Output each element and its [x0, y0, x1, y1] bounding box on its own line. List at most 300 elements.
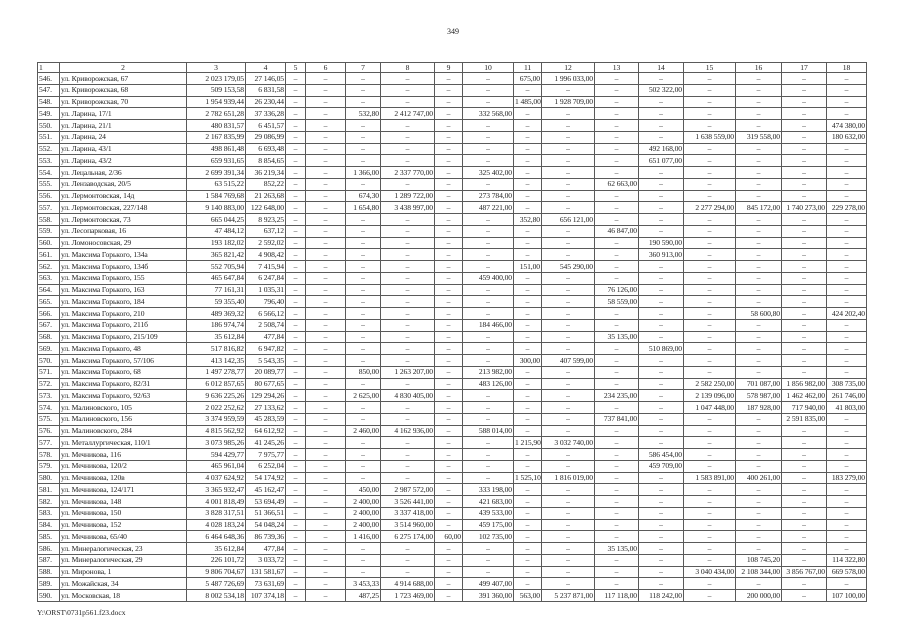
amount-cell-col-4: 37 336,28 — [246, 108, 286, 120]
amount-cell-col-14: 360 913,00 — [639, 249, 684, 261]
table-row — [38, 261, 867, 273]
amount-cell-col-12: – — [542, 519, 595, 531]
amount-cell-col-4: 637,12 — [246, 225, 286, 237]
amount-cell-col-9: – — [435, 108, 463, 120]
amount-cell-col-7: – — [346, 214, 381, 226]
amount-cell-col-4: 80 677,65 — [246, 378, 286, 390]
address-cell: ул. Максима Горького, 211б — [60, 319, 187, 331]
amount-cell-col-18: – — [827, 296, 867, 308]
amount-cell-col-17: – — [782, 590, 827, 602]
amount-cell-col-6: – — [306, 155, 346, 167]
amount-cell-col-14: 190 590,00 — [639, 237, 684, 249]
amount-cell-col-9: – — [435, 449, 463, 461]
address-cell: ул. Криворожская, 68 — [60, 84, 187, 96]
column-header-11: 11 — [514, 63, 542, 73]
amount-cell-col-3: 4 001 818,49 — [187, 496, 246, 508]
amount-cell-col-3: 365 821,42 — [187, 249, 246, 261]
table-row — [38, 73, 867, 85]
amount-cell-col-15: – — [684, 319, 736, 331]
amount-cell-col-17: 717 940,00 — [782, 402, 827, 414]
amount-cell-col-3: 659 931,65 — [187, 155, 246, 167]
amount-cell-col-9: – — [435, 84, 463, 96]
amount-cell-col-15: – — [684, 331, 736, 343]
amount-cell-col-16: – — [736, 460, 782, 472]
amount-cell-col-17: – — [782, 578, 827, 590]
amount-cell-col-10: – — [463, 449, 514, 461]
amount-cell-col-15: – — [684, 178, 736, 190]
amount-cell-col-3: 35 612,84 — [187, 331, 246, 343]
amount-cell-col-11: – — [514, 202, 542, 214]
column-header-16: 16 — [736, 63, 782, 73]
amount-cell-col-12: – — [542, 484, 595, 496]
amount-cell-col-18: – — [827, 496, 867, 508]
table-row — [38, 131, 867, 143]
amount-cell-col-11: – — [514, 366, 542, 378]
amount-cell-col-10: 439 533,00 — [463, 507, 514, 519]
amount-cell-col-13: – — [595, 108, 639, 120]
row-number-cell: 577. — [38, 437, 60, 449]
row-number-cell: 559. — [38, 225, 60, 237]
amount-cell-col-5: – — [286, 543, 306, 555]
amount-cell-col-16: – — [736, 272, 782, 284]
amount-cell-col-4: 7 415,94 — [246, 261, 286, 273]
amount-cell-col-14: – — [639, 120, 684, 132]
amount-cell-col-16: – — [736, 155, 782, 167]
amount-cell-col-3: 5 487 726,69 — [187, 578, 246, 590]
amount-cell-col-9: – — [435, 496, 463, 508]
address-cell: ул. Лермонтовская, 14д — [60, 190, 187, 202]
amount-cell-col-13: – — [595, 460, 639, 472]
amount-cell-col-8: 3 438 997,00 — [381, 202, 435, 214]
row-number-cell: 584. — [38, 519, 60, 531]
amount-cell-col-14: 510 869,00 — [639, 343, 684, 355]
table-row — [38, 531, 867, 543]
amount-cell-col-14: – — [639, 308, 684, 320]
amount-cell-col-8: – — [381, 296, 435, 308]
column-header-7: 7 — [346, 63, 381, 73]
amount-cell-col-3: 9 636 225,26 — [187, 390, 246, 402]
amount-cell-col-3: 59 355,40 — [187, 296, 246, 308]
amount-cell-col-7: – — [346, 131, 381, 143]
amount-cell-col-8: 4 830 405,00 — [381, 390, 435, 402]
amount-cell-col-4: 3 033,72 — [246, 554, 286, 566]
amount-cell-col-11: 1 525,10 — [515, 473, 541, 483]
amount-cell-col-12: – — [542, 449, 595, 461]
amount-cell-col-10: 332 568,00 — [463, 108, 514, 120]
amount-cell-col-18: – — [827, 143, 867, 155]
amount-cell-col-13: – — [595, 578, 639, 590]
amount-cell-col-6: – — [306, 355, 346, 367]
amount-cell-col-8: – — [381, 284, 435, 296]
amount-cell-col-14: – — [639, 284, 684, 296]
amount-cell-col-17: 1 740 273,00 — [782, 202, 827, 214]
amount-cell-col-18: 261 746,00 — [827, 390, 867, 402]
amount-cell-col-14: – — [639, 437, 684, 449]
amount-cell-col-4: 6 451,57 — [246, 120, 286, 132]
amount-cell-col-11: – — [514, 308, 542, 320]
amount-cell-col-6: – — [306, 96, 346, 108]
amount-cell-col-8: – — [381, 155, 435, 167]
amount-cell-col-3: 498 861,48 — [187, 143, 246, 155]
amount-cell-col-18: – — [827, 237, 867, 249]
amount-cell-col-16: – — [736, 496, 782, 508]
amount-cell-col-9: – — [435, 73, 463, 85]
address-cell: ул. Ларина, 43/1 — [60, 143, 187, 155]
amount-cell-col-16: – — [736, 343, 782, 355]
amount-cell-col-4: 796,40 — [246, 296, 286, 308]
amount-cell-col-8: – — [381, 237, 435, 249]
amount-cell-col-7: – — [346, 73, 381, 85]
amount-cell-col-12: – — [542, 167, 595, 179]
amount-cell-col-17: – — [782, 472, 827, 484]
table-row — [38, 460, 867, 472]
amount-cell-col-6: – — [306, 331, 346, 343]
amount-cell-col-16: – — [736, 84, 782, 96]
amount-cell-col-14: – — [639, 319, 684, 331]
amount-cell-col-11: 563,00 — [514, 590, 542, 602]
amount-cell-col-16: 845 172,00 — [736, 202, 782, 214]
amount-cell-col-8: – — [381, 261, 435, 273]
amount-cell-col-5: – — [286, 167, 306, 179]
row-number-cell: 570. — [38, 355, 60, 367]
amount-cell-col-12: 407 599,00 — [542, 355, 595, 367]
amount-cell-col-14: – — [639, 214, 684, 226]
amount-cell-col-12: 1 996 033,00 — [542, 73, 595, 85]
column-header-5: 5 — [286, 63, 306, 73]
amount-cell-col-15: – — [684, 519, 736, 531]
amount-cell-col-7: – — [346, 296, 381, 308]
amount-cell-col-13: – — [595, 402, 639, 414]
amount-cell-col-7: 532,80 — [346, 108, 381, 120]
address-cell: ул. Максима Горького, 210 — [60, 308, 187, 320]
amount-cell-col-6: – — [306, 214, 346, 226]
amount-cell-col-6: – — [306, 167, 346, 179]
amount-cell-col-18: 308 735,00 — [827, 378, 867, 390]
amount-cell-col-11: – — [514, 402, 542, 414]
amount-cell-col-18: – — [827, 284, 867, 296]
amount-cell-col-3: 4 028 183,24 — [187, 519, 246, 531]
amount-cell-col-12: – — [542, 143, 595, 155]
amount-cell-col-12: – — [542, 202, 595, 214]
amount-cell-col-13: – — [595, 496, 639, 508]
amount-cell-col-4: 36 219,34 — [246, 167, 286, 179]
amount-cell-col-9: – — [435, 272, 463, 284]
row-number-cell: 546. — [38, 73, 60, 85]
amount-cell-col-17: 3 856 767,00 — [782, 566, 827, 578]
amount-cell-col-3: 4 815 562,92 — [187, 425, 246, 437]
amount-cell-col-12: – — [542, 554, 595, 566]
amount-cell-col-17: – — [782, 449, 827, 461]
amount-cell-col-7: – — [346, 249, 381, 261]
amount-cell-col-10: – — [463, 84, 514, 96]
amount-cell-col-11: 1 485,00 — [515, 97, 541, 107]
amount-cell-col-13: – — [595, 449, 639, 461]
amount-cell-col-12: – — [542, 155, 595, 167]
amount-cell-col-10: 499 407,00 — [463, 578, 514, 590]
amount-cell-col-7: – — [346, 225, 381, 237]
amount-cell-col-5: – — [286, 225, 306, 237]
amount-cell-col-4: 54 048,24 — [246, 519, 286, 531]
amount-cell-col-3: 1 497 278,77 — [187, 366, 246, 378]
amount-cell-col-10: 184 466,00 — [463, 319, 514, 331]
amount-cell-col-9: – — [435, 331, 463, 343]
table-row — [38, 578, 867, 590]
amount-cell-col-12: 1 928 709,00 — [542, 96, 595, 108]
amount-cell-col-8: 1 723 469,00 — [381, 590, 435, 602]
amount-cell-col-6: – — [306, 519, 346, 531]
amount-cell-col-14: – — [639, 425, 684, 437]
amount-cell-col-18: – — [827, 96, 867, 108]
amount-cell-col-10: – — [463, 390, 514, 402]
amount-cell-col-6: – — [306, 143, 346, 155]
amount-cell-col-18: – — [827, 484, 867, 496]
amount-cell-col-14: – — [639, 96, 684, 108]
table-row — [38, 120, 867, 132]
amount-cell-col-12: – — [542, 249, 595, 261]
amount-cell-col-9: – — [435, 249, 463, 261]
amount-cell-col-4: 2 508,74 — [246, 319, 286, 331]
amount-cell-col-5: – — [286, 531, 306, 543]
amount-cell-col-14: – — [639, 296, 684, 308]
amount-cell-col-14: 118 242,00 — [639, 590, 684, 602]
column-header-18: 18 — [827, 63, 867, 73]
amount-cell-col-8: – — [381, 143, 435, 155]
amount-cell-col-6: – — [306, 237, 346, 249]
amount-cell-col-16: – — [736, 437, 782, 449]
amount-cell-col-15: – — [684, 225, 736, 237]
amount-cell-col-18: – — [827, 437, 867, 449]
amount-cell-col-4: 107 374,18 — [246, 590, 286, 602]
table-row — [38, 272, 867, 284]
amount-cell-col-16: – — [736, 225, 782, 237]
amount-cell-col-6: – — [306, 460, 346, 472]
amount-cell-col-17: – — [782, 120, 827, 132]
amount-cell-col-15: 2 277 294,00 — [684, 202, 736, 214]
amount-cell-col-4: 45 162,47 — [246, 484, 286, 496]
amount-cell-col-17: – — [782, 507, 827, 519]
table-row — [38, 96, 867, 108]
amount-cell-col-15: – — [684, 355, 736, 367]
column-header-15: 15 — [684, 63, 736, 73]
amount-cell-col-7: 1 416,00 — [346, 531, 381, 543]
table-row — [38, 143, 867, 155]
address-cell: ул. Мечникова, 120/2 — [60, 460, 187, 472]
table-row — [38, 484, 867, 496]
amount-cell-col-15: – — [684, 190, 736, 202]
amount-cell-col-8: – — [381, 460, 435, 472]
amount-cell-col-12: – — [542, 296, 595, 308]
column-header-8: 8 — [381, 63, 435, 73]
amount-cell-col-18: – — [827, 155, 867, 167]
amount-cell-col-13: – — [595, 378, 639, 390]
amount-cell-col-9: – — [435, 190, 463, 202]
amount-cell-col-14: – — [639, 496, 684, 508]
amount-cell-col-10: – — [463, 554, 514, 566]
amount-cell-col-17: – — [782, 225, 827, 237]
row-number-cell: 585. — [38, 531, 60, 543]
address-cell: ул. Максима Горького, 57/106 — [60, 355, 187, 367]
amount-cell-col-18: – — [827, 578, 867, 590]
row-number-cell: 590. — [38, 590, 60, 602]
amount-cell-col-17: – — [782, 84, 827, 96]
amount-cell-col-5: – — [286, 178, 306, 190]
amount-cell-col-12: – — [542, 543, 595, 555]
amount-cell-col-10: 459 175,00 — [463, 519, 514, 531]
address-cell: ул. Лермонтовская, 73 — [60, 214, 187, 226]
amount-cell-col-17: – — [782, 331, 827, 343]
row-number-cell: 571. — [38, 366, 60, 378]
table-row — [38, 590, 867, 602]
amount-cell-col-15: – — [684, 272, 736, 284]
amount-cell-col-17: – — [782, 131, 827, 143]
amount-cell-col-15: – — [684, 507, 736, 519]
amount-cell-col-5: – — [286, 437, 306, 449]
amount-cell-col-6: – — [306, 319, 346, 331]
amount-cell-col-16: – — [736, 484, 782, 496]
amount-cell-col-9: – — [435, 308, 463, 320]
amount-cell-col-10: 273 784,00 — [463, 190, 514, 202]
amount-cell-col-7: 2 400,00 — [346, 519, 381, 531]
amount-cell-col-10: – — [463, 343, 514, 355]
amount-cell-col-11: – — [514, 143, 542, 155]
amount-cell-col-11: – — [514, 578, 542, 590]
address-cell: ул. Криворожская, 67 — [60, 73, 187, 85]
amount-cell-col-18: – — [827, 449, 867, 461]
row-number-cell: 581. — [38, 484, 60, 496]
column-header-4: 4 — [246, 63, 286, 73]
amount-cell-col-15: – — [684, 449, 736, 461]
amount-cell-col-13: – — [595, 319, 639, 331]
amount-cell-col-4: 5 543,35 — [246, 355, 286, 367]
amount-cell-col-10: – — [463, 225, 514, 237]
amount-cell-col-16: – — [736, 413, 782, 425]
amount-cell-col-10: 588 014,00 — [463, 425, 514, 437]
amount-cell-col-13: 58 559,00 — [595, 296, 639, 308]
amount-cell-col-8: – — [381, 355, 435, 367]
amount-cell-col-18: – — [827, 343, 867, 355]
amount-cell-col-11: – — [514, 496, 542, 508]
amount-cell-col-17: – — [782, 190, 827, 202]
row-number-cell: 561. — [38, 249, 60, 261]
amount-cell-col-10: – — [463, 214, 514, 226]
amount-cell-col-13: – — [595, 261, 639, 273]
amount-cell-col-12: – — [542, 272, 595, 284]
amount-cell-col-17: – — [782, 96, 827, 108]
amount-cell-col-17: – — [782, 237, 827, 249]
amount-cell-col-11: 675,00 — [514, 73, 542, 85]
address-cell: ул. Ларина, 24 — [60, 131, 187, 143]
amount-cell-col-16: – — [736, 214, 782, 226]
amount-cell-col-4: 20 089,77 — [246, 366, 286, 378]
amount-cell-col-5: – — [286, 308, 306, 320]
amount-cell-col-8: 2 412 747,00 — [381, 108, 435, 120]
amount-cell-col-10: – — [463, 413, 514, 425]
amount-cell-col-11: – — [514, 272, 542, 284]
address-cell: ул. Максима Горького, 134б — [60, 261, 187, 273]
amount-cell-col-16: – — [736, 543, 782, 555]
amount-cell-col-3: 226 101,72 — [187, 554, 246, 566]
amount-cell-col-5: – — [286, 519, 306, 531]
amount-cell-col-16: 187 928,00 — [736, 402, 782, 414]
amount-cell-col-6: – — [306, 284, 346, 296]
table-row — [38, 366, 867, 378]
table-row — [38, 449, 867, 461]
amount-cell-col-13: – — [595, 425, 639, 437]
repair-cost-table — [37, 62, 867, 602]
amount-cell-col-9: – — [435, 366, 463, 378]
amount-cell-col-8: – — [381, 319, 435, 331]
amount-cell-col-5: – — [286, 190, 306, 202]
amount-cell-col-12: – — [542, 496, 595, 508]
row-number-cell: 550. — [38, 120, 60, 132]
amount-cell-col-14: – — [639, 484, 684, 496]
amount-cell-col-14: – — [639, 331, 684, 343]
address-cell: ул. Мечникова, 148 — [60, 496, 187, 508]
amount-cell-col-8: – — [381, 343, 435, 355]
amount-cell-col-10: 325 402,00 — [463, 167, 514, 179]
amount-cell-col-10: – — [463, 249, 514, 261]
amount-cell-col-13: – — [595, 155, 639, 167]
amount-cell-col-5: – — [286, 73, 306, 85]
table-row — [38, 296, 867, 308]
amount-cell-col-18: – — [827, 543, 867, 555]
amount-cell-col-12: – — [542, 84, 595, 96]
amount-cell-col-13: – — [595, 272, 639, 284]
amount-cell-col-17: 1 856 982,00 — [782, 378, 827, 390]
amount-cell-col-14: – — [639, 390, 684, 402]
amount-cell-col-4: 29 086,99 — [246, 131, 286, 143]
amount-cell-col-18: – — [827, 249, 867, 261]
footer-file-path: Y:\ORST\0731p561.f23.docx — [37, 608, 126, 617]
amount-cell-col-18: – — [827, 272, 867, 284]
amount-cell-col-7: – — [346, 566, 381, 578]
amount-cell-col-11: – — [514, 284, 542, 296]
amount-cell-col-10: – — [463, 402, 514, 414]
amount-cell-col-18: – — [827, 73, 867, 85]
amount-cell-col-12: – — [542, 120, 595, 132]
amount-cell-col-13: – — [595, 554, 639, 566]
amount-cell-col-18: – — [827, 108, 867, 120]
amount-cell-col-17: – — [782, 143, 827, 155]
amount-cell-col-12: – — [542, 366, 595, 378]
amount-cell-col-4: 6 247,84 — [246, 272, 286, 284]
amount-cell-col-6: – — [306, 249, 346, 261]
address-cell: ул. Можайская, 34 — [60, 578, 187, 590]
amount-cell-col-16: 400 261,00 — [736, 472, 782, 484]
amount-cell-col-13: – — [595, 96, 639, 108]
amount-cell-col-17: – — [782, 319, 827, 331]
address-cell: ул. Лесопарковая, 16 — [60, 225, 187, 237]
amount-cell-col-11: – — [514, 155, 542, 167]
address-cell: ул. Московская, 18 — [60, 590, 187, 602]
amount-cell-col-10: – — [463, 331, 514, 343]
amount-cell-col-11: – — [514, 531, 542, 543]
amount-cell-col-4: 131 581,67 — [246, 566, 286, 578]
table-row — [38, 155, 867, 167]
amount-cell-col-14: – — [639, 202, 684, 214]
amount-cell-col-13: – — [595, 202, 639, 214]
amount-cell-col-12: – — [542, 343, 595, 355]
amount-cell-col-4: 8 923,25 — [246, 214, 286, 226]
amount-cell-col-8: – — [381, 73, 435, 85]
row-number-cell: 567. — [38, 319, 60, 331]
amount-cell-col-11: – — [514, 484, 542, 496]
amount-cell-col-4: 6 566,12 — [246, 308, 286, 320]
amount-cell-col-16: 578 987,00 — [736, 390, 782, 402]
amount-cell-col-6: – — [306, 296, 346, 308]
amount-cell-col-4: 86 739,36 — [246, 531, 286, 543]
amount-cell-col-11: – — [514, 413, 542, 425]
